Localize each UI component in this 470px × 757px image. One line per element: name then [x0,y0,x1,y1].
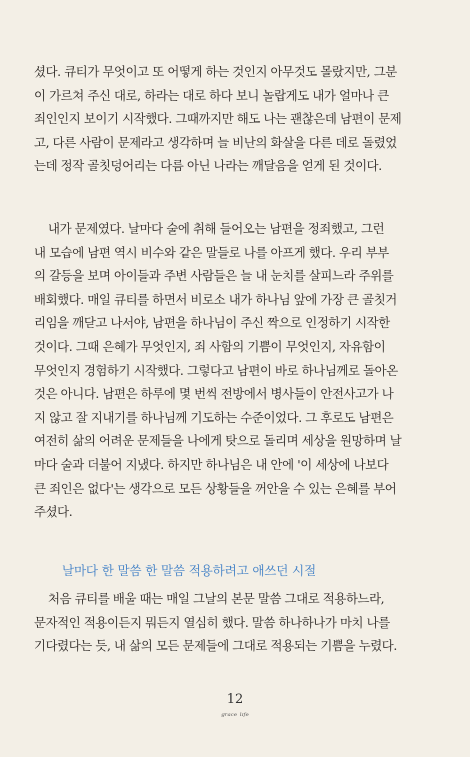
text-line: 마다 술과 더불어 지냈다. 하지만 하나님은 내 안에 '이 세상에 나보다 [34,456,389,472]
text-line: 죄인인지 보이기 시작했다. 그때까지만 해도 나는 괜찮은데 남편이 문제 [34,111,402,127]
text-line: 의 갈등을 보며 아이들과 주변 사람들은 늘 내 눈치를 살피느라 주위를 [34,268,394,284]
text-line: 기다렸다는 듯, 내 삶의 모든 문제들에 그대로 적용되는 기쁨을 누렸다. [34,638,397,654]
text-line: 무엇인지 경험하기 시작했다. 그렇다고 남편이 바로 하나님께로 돌아온 [34,362,398,378]
text-line: 내가 문제였다. 날마다 술에 취해 들어오는 남편을 정죄했고, 그런 [48,221,385,236]
footer-mark: ᵍʳᵃᶜᵉ ˡᶦᶠᵉ [221,712,249,722]
text-line: 처음 큐티를 배울 때는 매일 그날의 본문 말씀 그대로 적용하느라, [48,591,385,606]
text-line: 것은 아니다. 남편은 하루에 몇 번씩 전방에서 병사들이 안전사고가 나 [34,386,394,402]
text-line: 것이다. 그때 은혜가 무엇인지, 죄 사함의 기쁨이 무엇인지, 자유함이 [34,338,386,354]
text-line: 주셨다. [34,504,73,520]
page-number: 12 [226,692,244,707]
text-line: 셨다. 큐티가 무엇이고 또 어떻게 하는 것인지 아무것도 몰랐지만, 그분 [34,64,397,79]
text-line: 문자적인 적용이든지 뭐든지 열심히 했다. 말씀 하나하나가 마치 나를 [34,614,390,630]
text-line: 큰 죄인은 없다'는 생각으로 모든 상황들을 꺼안을 수 있는 은혜를 부어 [34,480,397,496]
section-subheading: 날마다 한 말씀 한 말씀 적용하려고 애쓰던 시절 [62,563,316,578]
text-line: 고, 다른 사람이 문제라고 생각하며 늘 비난의 화살을 다른 데로 돌렸었 [34,134,397,150]
text-line: 여전히 삶의 어려운 문제들을 나에게 탓으로 돌리며 세상을 원망하며 날 [34,433,402,449]
text-line: 리임을 깨닫고 나서야, 남편을 하나님이 주신 짝으로 인정하기 시작한 [34,315,390,331]
paragraph-3 [34,587,442,658]
text-line: 이 가르쳐 주신 대로, 하라는 대로 하다 보니 놀랍게도 내가 얼마나 큰 [34,87,389,103]
paragraph-2 [34,217,442,524]
paragraph-1 [34,60,442,178]
text-line: 지 않고 잘 지내기를 하나님께 기도하는 수준이었다. 그 후로도 남편은 [34,409,394,425]
text-line: 는데 정작 골칫덩어리는 다름 아닌 나라는 깨달음을 얻게 된 것이다. [34,158,382,174]
text-line: 내 모습에 남편 역시 비수와 같은 말들로 나를 아프게 했다. 우리 부부 [34,244,389,260]
text-line: 배회했다. 매일 큐티를 하면서 비로소 내가 하나님 앞에 가장 큰 골칫거 [34,291,397,307]
